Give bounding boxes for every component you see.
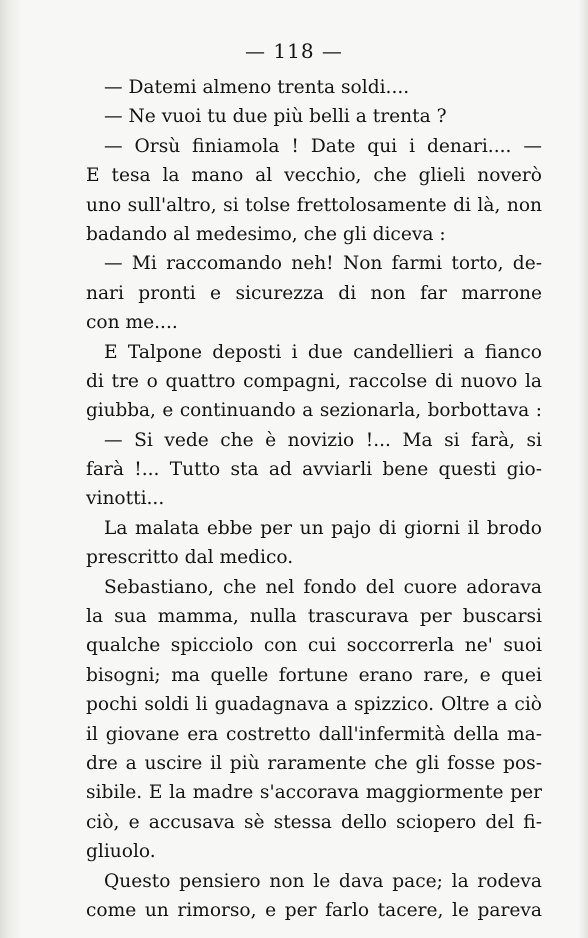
text-line: — Orsù finiamola ! Date qui i denari.... — — [104, 135, 542, 157]
text-line: La malata ebbe per un pajo di giorni il brodo — [104, 517, 542, 539]
text-line: uno sull'altro, si tolse frettolosamente di là, non — [86, 194, 542, 216]
text-line: di tre o quattro compagni, raccolse di nuovo la — [86, 370, 542, 392]
text-line: badando al medesimo, che gli diceva : — [86, 223, 446, 245]
text-line: qualche spicciolo con cui soccorrerla ne' suoi — [86, 635, 542, 657]
page-edge-shadow — [578, 0, 588, 938]
body-text — [86, 73, 542, 925]
text-line: — Ne vuoi tu due più belli a trenta ? — [104, 106, 447, 128]
text-line: E Talpone deposti i due candellieri a fianco — [104, 341, 542, 363]
text-line: prescritto dal medico. — [86, 547, 294, 569]
text-line: farà !... Tutto sta ad avviarli bene questi gio- — [86, 459, 542, 481]
text-line: vinotti... — [86, 488, 165, 510]
text-line: la sua mamma, nulla trascurava per buscarsi — [86, 606, 542, 628]
text-line: bisogni; ma quelle fortune erano rare, e quei — [86, 664, 542, 686]
text-line: Sebastiano, che nel fondo del cuore adorava — [104, 576, 542, 598]
text-line: Questo pensiero non le dava pace; la rodeva — [104, 870, 542, 892]
text-line: ciò, e accusava sè stessa dello sciopero del fi- — [86, 811, 542, 833]
page-number: — 118 — — [245, 39, 343, 63]
text-line: — Si vede che è novizio !... Ma si farà, si — [104, 429, 542, 451]
text-line: — Datemi almeno trenta soldi.... — [104, 77, 410, 98]
text-line: pochi soldi li guadagnava a spizzico. Oltre a ciò — [86, 694, 542, 716]
text-line: dre a uscire il più raramente che gli fosse pos- — [86, 752, 542, 774]
page-binding-shadow — [0, 0, 22, 938]
text-line: giubba, e continuando a sezionarla, borbottava : — [86, 400, 542, 422]
text-line: E tesa la mano al vecchio, che glieli noverò — [86, 165, 542, 187]
text-line: sibile. E la madre s'accorava maggiormente per — [86, 782, 542, 804]
text-line: come un rimorso, e per farlo tacere, le pareva — [86, 899, 542, 921]
text-line: il giovane era costretto dall'infermità della ma- — [86, 723, 542, 745]
text-line: nari pronti e sicurezza di non far marrone — [86, 282, 542, 304]
text-line: con me.... — [86, 312, 178, 334]
text-line: — Mi raccomando neh! Non farmi torto, de- — [104, 253, 542, 275]
text-line: gliuolo. — [86, 841, 156, 863]
